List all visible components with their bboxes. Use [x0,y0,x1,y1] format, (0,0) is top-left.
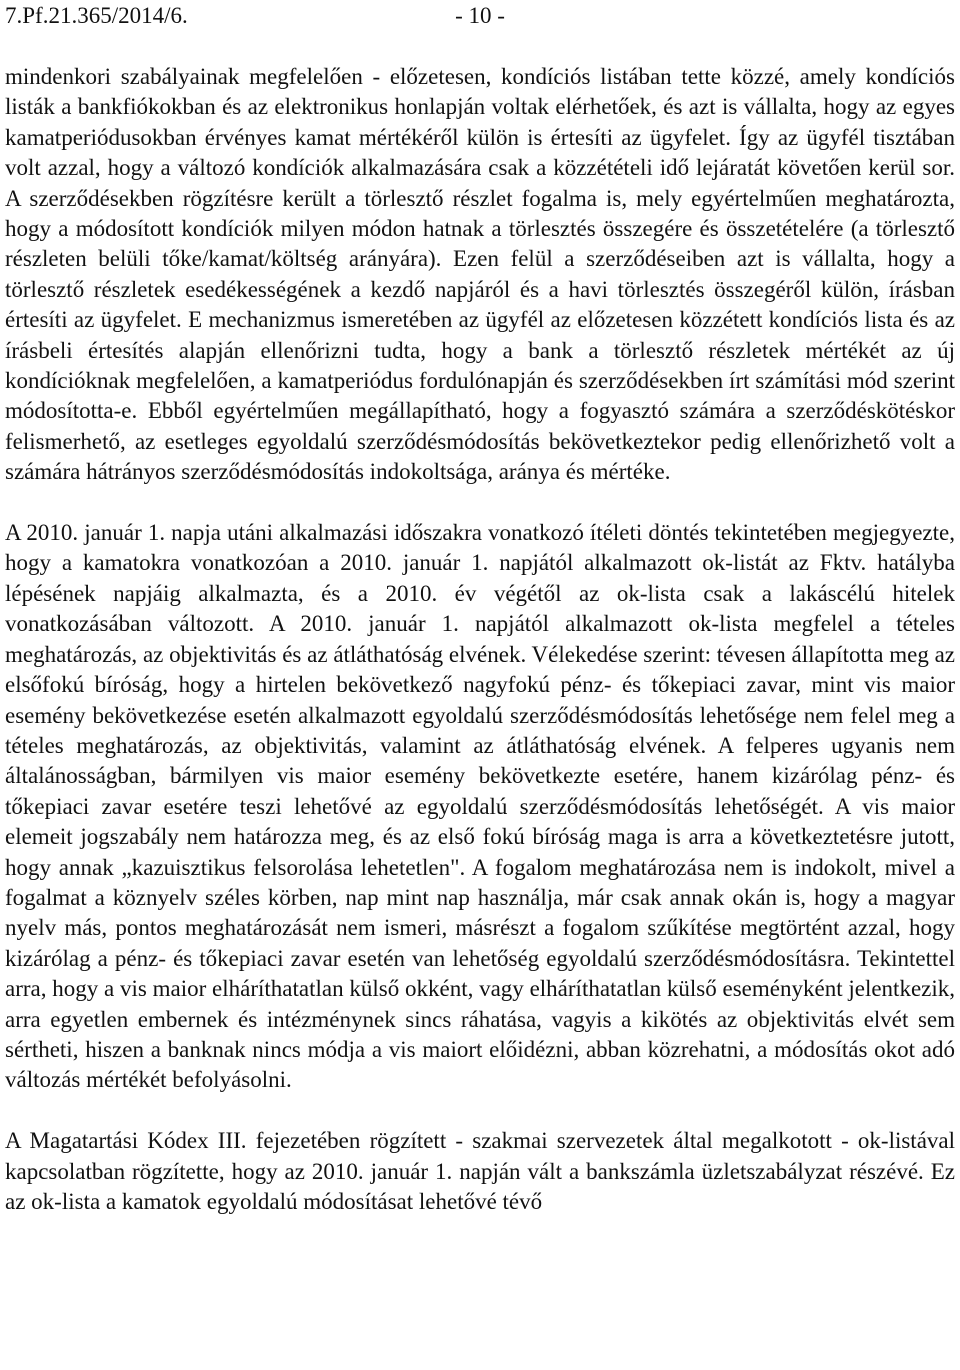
paragraph-2: A 2010. január 1. napja utáni alkalmazási időszakra vonatkozó ítéleti döntés tekintetében megjegyezte, hogy a kamatokra vonatkozóan a 2010. január 1. napjától alkalmazott ok-listát az Fktv. hatályba lépésének napjáig alkalmazta, és a 2010. év végétől az ok-lista csak a lakáscélú hitelek vonatkozásában változott. A 2010. január 1. napjától alkalmazott ok-lista megfelel a tételes meghatározás, az objektivitás és az átláthatóság elvének. Vélekedése szerint: tévesen állapította meg az elsőfokú bíróság, hogy a hirtelen bekövetkező nagyfokú pénz- és tőkepiaci zavar, mint vis maior esemény bekövetkezése esetén alkalmazott egyoldalú szerződésmódosítás lehetősége nem felel meg a tételes meghatározás, az objektivitás, valamint az átláthatóság elvének. A felperes ugyanis nem általánosságban, bármilyen vis maior esemény bekövetkezte esetére, hanem kizárólag pénz- és tőkepiaci zavar esetére teszi lehetővé az egyoldalú szerződésmódosítás lehetőségét. A vis maior elemeit jogszabály nem határozza meg, és az első fokú bíróság maga is arra a következtetésre jutott, hogy annak „kazuisztikus felsorolása lehetetlen". A fogalom meghatározása nem is indokolt, mivel a fogalmat a köznyelv széles körben, nap mint nap használja, már csak annak okán is, hogy a magyar nyelv más, pontos meghatározását nem ismeri, másrészt a fogalom szűkítése megtörtént azzal, hogy kizárólag a pénz- és tőkepiaci zavar esetén van lehetőség egyoldalú szerződésmódosításra. Tekintettel arra, hogy a vis maior elháríthatatlan külső okként, vagy elháríthatatlan külső eseményként jelentkezik, arra egyetlen embernek és intézménynek sincs ráhatása, vagyis a kikötés az objektivitás elvét sem sértheti, hiszen a banknak nincs módja a vis maiort előidézni, abban közrehatni, a módosítás okot adó változás mértékét befolyásolni. [5,520,955,1093]
case-number: 7.Pf.21.365/2014/6. [5,3,188,28]
page-number: - 10 - [455,3,505,28]
document-body [5,62,955,1217]
paragraph-1: mindenkori szabályainak megfelelően - előzetesen, kondíciós listában tette közzé, amely kondíciós listák a bankfiókokban és az elektronikus honlapján voltak elérhetőek, és azt is vállalta, hogy az egyes kamatperiódusokban érvényes kamat mértékéről külön is értesíti az ügyfelet. Így az ügyfél tisztában volt azzal, hogy a változó kondíciók alkalmazására csak a közzétételi idő lejáratát követően kerül sor. A szerződésekben rögzítésre került a törlesztő részlet fogalma is, mely egyértelműen meghatározta, hogy a módosított kondíciók milyen módon hatnak a törlesztés összegére és összetételére (a törlesztő részleten belüli tőke/kamat/költség arányára). Ezen felül a szerződéseiben azt is vállalta, hogy a törlesztő részletek esedékességének a kezdő napjáról és a havi törlesztés összegéről külön, írásban értesíti az ügyfelet. E mechanizmus ismeretében az ügyfél az előzetesen közzétett kondíciós lista és az írásbeli értesítés alapján ellenőrizni tudta, hogy a bank a törlesztő részletek mértékét az új kondícióknak megfelelően, a kamatperiódus fordulónapján és szerződésekben írt számítási mód szerint módosította-e. Ebből egyértelműen megállapítható, hogy a fogyasztó számára a szerződéskötéskor felismerhető, az esetleges egyoldalú szerződésmódosítás bekövetkeztekor pedig ellenőrizhető volt a számára hátrányos szerződésmódosítás indokoltsága, aránya és mértéke. [5,64,955,485]
paragraph-3: A Magatartási Kódex III. fejezetében rögzített - szakmai szervezetek által megalkotott - ok-listával kapcsolatban rögzítette, hogy az 2010. január 1. napján vált a bankszámla üzletszabályzat részévé. Ez az ok-lista a kamatok egyoldalú módosításat lehetővé tévő [5,1128,955,1214]
page-header [5,0,955,32]
